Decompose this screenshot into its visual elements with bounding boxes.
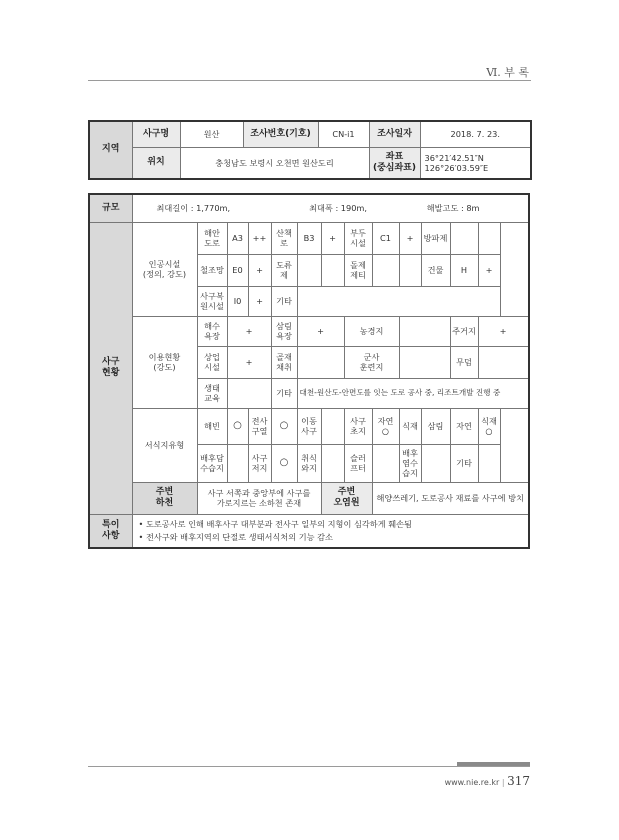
scale-label: 규모	[89, 194, 132, 222]
note-item: • 전사구와 배후지역의 단절로 생태서식처의 기능 감소	[139, 531, 527, 543]
coord-label: 좌표 (중심좌표)	[369, 147, 420, 179]
cell: I0	[227, 286, 248, 316]
cell: 돌제 제티	[344, 254, 372, 286]
details-table	[88, 193, 530, 549]
cell: +	[227, 346, 271, 378]
cell: +	[478, 316, 528, 346]
cell: ○	[271, 408, 297, 444]
cell	[321, 408, 344, 444]
region-label: 지역	[89, 121, 132, 179]
status-label: 사구 현황	[89, 222, 132, 514]
dune-name: 원산	[180, 121, 243, 147]
info-table	[88, 120, 532, 180]
notes-list	[132, 514, 528, 548]
location-label: 위치	[132, 147, 180, 179]
cell: 사구복 원시설	[197, 286, 227, 316]
cell	[321, 444, 344, 482]
coord-lon: 126°26′03.59″E	[424, 162, 489, 173]
max-width: 최대폭 : 190m,	[309, 203, 368, 214]
cell: 산책로	[271, 222, 297, 254]
cell: 기타	[450, 444, 478, 482]
cell: +	[248, 254, 271, 286]
cell: 전사 구열	[248, 408, 271, 444]
footer-url: www.nie.re.kr	[444, 778, 500, 787]
pollution-text: 해양쓰레기, 도로공사 재료를 사구에 방치	[372, 482, 529, 514]
cell	[372, 254, 399, 286]
cell: 생태 교육	[197, 378, 227, 408]
cell	[297, 346, 344, 378]
cell	[450, 222, 478, 254]
survey-no: CN-i1	[318, 121, 369, 147]
notes-row	[89, 514, 529, 548]
cell	[399, 346, 450, 378]
cell: +	[248, 286, 271, 316]
cell	[421, 444, 450, 482]
section-header: Ⅵ. 부 록	[486, 66, 529, 79]
cell	[478, 444, 500, 482]
cell: 삼림 욕장	[271, 316, 297, 346]
habitat-label: 서식지유형	[132, 408, 197, 482]
elevation: 해발고도 : 8m	[426, 203, 480, 214]
cell: 배후 염수 습지	[399, 444, 421, 482]
cell: A3	[227, 222, 248, 254]
habitat-row-1	[89, 408, 529, 444]
cell: 배후담 수습지	[197, 444, 227, 482]
usage-row-1	[89, 316, 529, 346]
cell: 군사 훈련지	[344, 346, 399, 378]
river-label: 주변 하천	[132, 482, 197, 514]
cell: 도류제	[271, 254, 297, 286]
cell: +	[399, 222, 421, 254]
cell: 이동 사구	[297, 408, 321, 444]
location: 충청남도 보령시 오천면 원산도리	[180, 147, 369, 179]
cell: 대천-원산도-안면도를 잇는 도로 공사 중, 리조트개발 진행 중	[297, 378, 528, 408]
cell: H	[450, 254, 478, 286]
cell	[321, 254, 344, 286]
cell: 슬러 프터	[344, 444, 372, 482]
cell: ○	[227, 408, 248, 444]
cell	[227, 444, 248, 482]
cell: 사구 저지	[248, 444, 271, 482]
cell: 골재 채취	[271, 346, 297, 378]
cell: 취식 와지	[297, 444, 321, 482]
notes-label: 특이 사항	[89, 514, 132, 548]
cell: 상업 시설	[197, 346, 227, 378]
scale-values	[132, 194, 528, 222]
cell: 해빈	[197, 408, 227, 444]
cell: 기타	[271, 378, 297, 408]
cell	[372, 444, 399, 482]
survey-no-label: 조사번호(기호)	[243, 121, 318, 147]
cell: 건물	[421, 254, 450, 286]
cell	[399, 316, 450, 346]
cell: 해수 욕장	[197, 316, 227, 346]
dune-name-label: 사구명	[132, 121, 180, 147]
surround-row	[89, 482, 529, 514]
usage-label: 이용현황 (강도)	[132, 316, 197, 408]
artificial-row-1	[89, 222, 529, 254]
cell: 주거지	[450, 316, 478, 346]
cell: 기타	[271, 286, 297, 316]
artificial-label: 인공시설 (정의, 강도)	[132, 222, 197, 316]
cell	[399, 254, 421, 286]
cell: 철조망	[197, 254, 227, 286]
cell	[297, 286, 500, 316]
cell: +	[321, 222, 344, 254]
cell: E0	[227, 254, 248, 286]
cell: 식재 ○	[478, 408, 500, 444]
cell: 자연	[450, 408, 478, 444]
cell: B3	[297, 222, 321, 254]
survey-date: 2018. 7. 23.	[420, 121, 531, 147]
page-number: 317	[507, 774, 530, 788]
cell: 삼림	[421, 408, 450, 444]
max-length: 최대길이 : 1,770m,	[156, 203, 231, 214]
coord-value	[420, 147, 531, 179]
cell: +	[478, 254, 500, 286]
header-rule	[88, 80, 531, 81]
coord-lat: 36°21′42.51″N	[424, 152, 484, 163]
cell: C1	[372, 222, 399, 254]
cell: 자연 ○	[372, 408, 399, 444]
pollution-label: 주변 오염원	[321, 482, 372, 514]
cell: ○	[271, 444, 297, 482]
cell: 부두 시설	[344, 222, 372, 254]
cell: +	[297, 316, 344, 346]
note-item: • 도로공사로 인해 배후사구 대부분과 전사구 일부의 지형이 심각하게 훼손됨	[139, 518, 527, 530]
cell	[297, 254, 321, 286]
cell: 사구 초지	[344, 408, 372, 444]
cell: 방파제	[421, 222, 450, 254]
cell: 농경지	[344, 316, 399, 346]
cell: 식재	[399, 408, 421, 444]
cell: 해안 도로	[197, 222, 227, 254]
cell	[227, 378, 271, 408]
cell	[478, 346, 528, 378]
river-text: 사구 서쪽과 중앙부에 사구를 가로지르는 소하천 존재	[197, 482, 321, 514]
survey-date-label: 조사일자	[369, 121, 420, 147]
cell: ++	[248, 222, 271, 254]
cell: 무덤	[450, 346, 478, 378]
cell: +	[227, 316, 271, 346]
cell	[478, 222, 500, 254]
footer: www.nie.re.kr | 317	[444, 774, 530, 788]
footer-rule	[88, 766, 530, 767]
